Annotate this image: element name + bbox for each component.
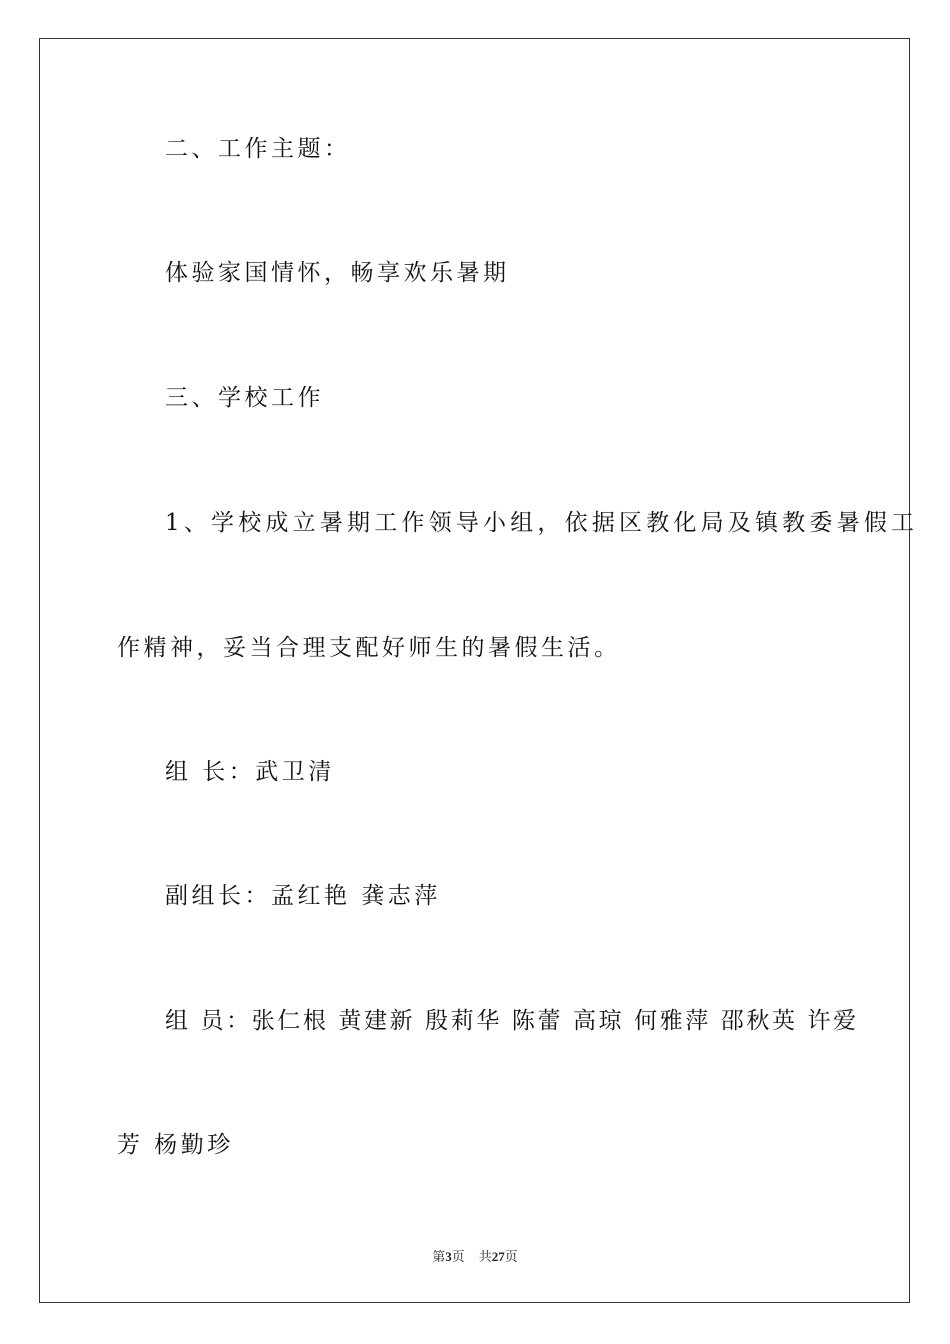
- total-pages: 27: [491, 1249, 505, 1264]
- page-number: 3: [445, 1249, 452, 1264]
- total-suffix: 页: [504, 1249, 518, 1264]
- page-prefix: 第: [432, 1249, 446, 1264]
- paragraph-line: 1、学校成立暑期工作领导小组，依据区教化局及镇教委暑假工: [165, 510, 919, 536]
- theme-text: 体验家国情怀，畅享欢乐暑期: [165, 260, 510, 286]
- group-leader-line: 组 长：武卫清: [165, 759, 335, 785]
- deputy-leader-line: 副组长：孟红艳 龚志萍: [165, 883, 441, 909]
- paragraph-line: 作精神，妥当合理支配好师生的暑假生活。: [117, 635, 621, 661]
- page-border: [39, 38, 910, 1303]
- members-line-continued: 芳 杨勤珍: [117, 1132, 234, 1158]
- total-prefix: 共: [478, 1249, 492, 1264]
- page-suffix: 页: [451, 1249, 465, 1264]
- section-heading-theme: 二、工作主题：: [165, 136, 351, 162]
- page-footer: [0, 1248, 950, 1266]
- members-line: 组 员：张仁根 黄建新 殷莉华 陈蕾 高琼 何雅萍 邵秋英 许爱: [165, 1008, 859, 1034]
- section-heading-school-work: 三、学校工作: [165, 385, 324, 411]
